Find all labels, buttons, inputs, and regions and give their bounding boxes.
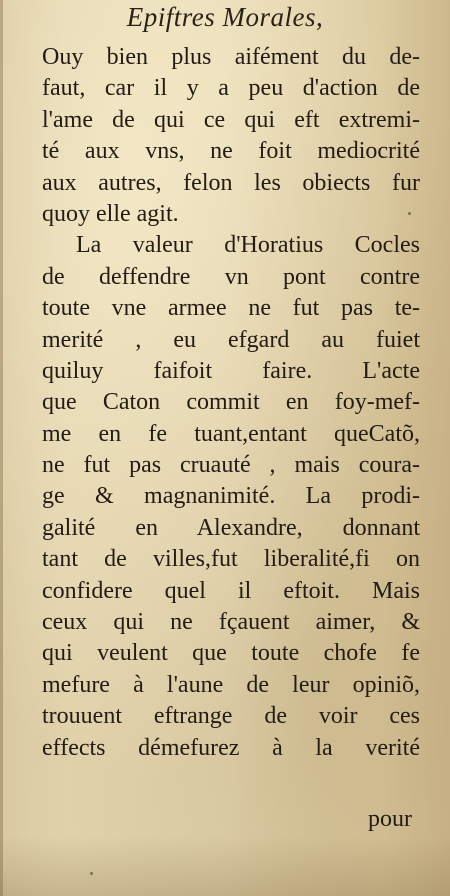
text-line: quoy elle agit. (42, 200, 179, 227)
text-line: La valeur d'Horatius Cocles (76, 232, 420, 259)
catchword: pour (368, 806, 412, 832)
text-line: trouuent eftrange de voir ces (42, 703, 420, 730)
text-line: me en fe tuant,entant queCatõ, (42, 420, 420, 447)
body-text (42, 42, 420, 764)
text-line: tant de villes,fut liberalité,fi on (42, 546, 420, 573)
text-line: que Caton commit en foy-mef- (42, 389, 420, 416)
text-line: ne fut pas cruauté , mais coura- (42, 452, 420, 479)
text-line: toute vne armee ne fut pas te- (42, 295, 420, 322)
text-line: l'ame de qui ce qui eft extremi- (42, 106, 420, 133)
text-line: qui veulent que toute chofe fe (42, 640, 420, 667)
text-line: faut, car il y a peu d'action de (42, 75, 420, 102)
text-line: merité , eu efgard au fuiet (42, 326, 420, 353)
text-line: de deffendre vn pont contre (42, 263, 420, 290)
text-line: confidere quel il eftoit. Mais (42, 577, 420, 604)
running-head: Epiftres Morales, (126, 2, 324, 32)
text-line: aux autres, felon les obiects fur (42, 169, 420, 196)
text-line: mefure à l'aune de leur opiniõ, (42, 671, 420, 698)
paper-speck (408, 212, 411, 215)
text-line: té aux vns, ne foit mediocrité (42, 138, 420, 165)
text-line: quiluy faifoit faire. L'acte (42, 357, 420, 384)
text-line: Ouy bien plus aifément du de- (42, 44, 420, 70)
paper-speck (90, 872, 93, 875)
text-line: ge & magnanimité. La prodi- (42, 483, 420, 510)
text-line: effects démefurez à la verité (42, 734, 420, 761)
text-line: ceux qui ne fçauent aimer, & (42, 609, 420, 636)
text-line: galité en Alexandre, donnant (42, 514, 420, 541)
page-gutter (0, 0, 3, 896)
